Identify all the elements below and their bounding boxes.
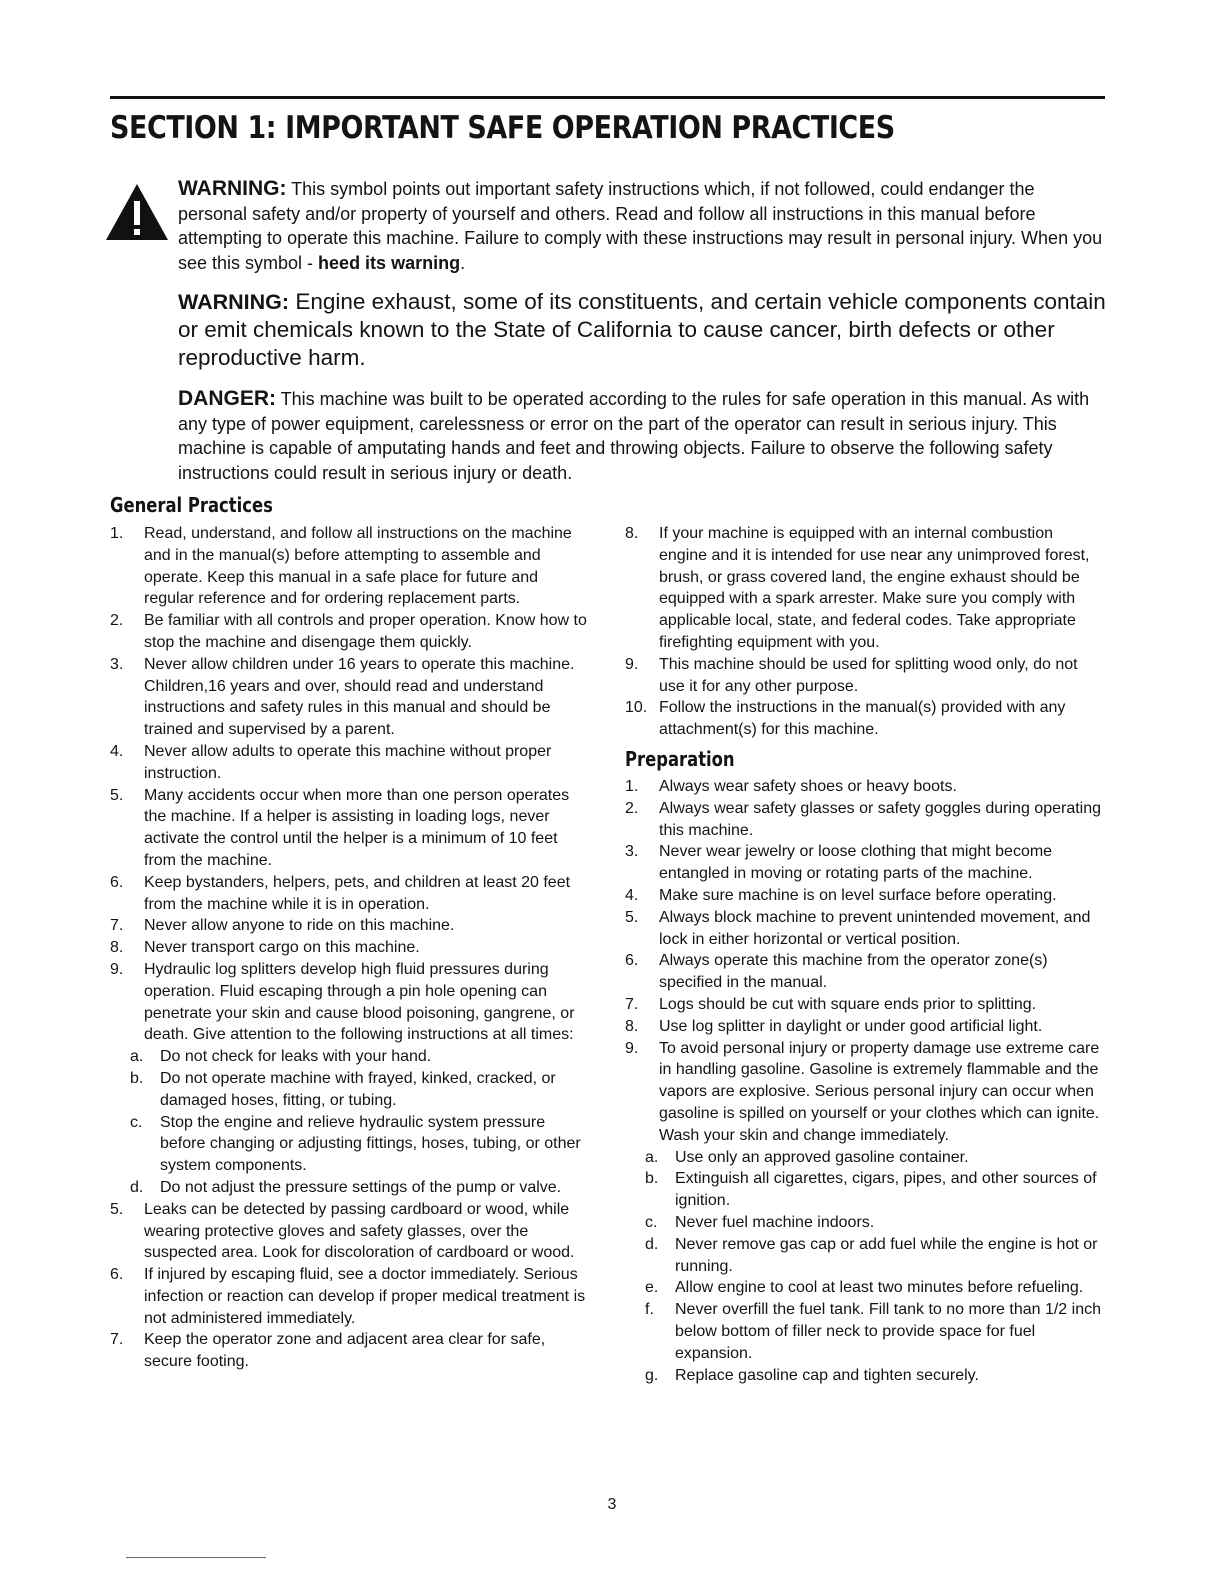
list-item: [110, 872, 590, 916]
item-text: Never wear jewelry or loose clothing that might become entangled in moving or rotating parts of the machine.: [659, 843, 1053, 883]
item-number: 5.: [110, 786, 124, 804]
warning-triangle-icon: [104, 182, 170, 242]
item-text: Never transport cargo on this machine.: [144, 939, 420, 957]
item-number: a.: [130, 1048, 144, 1066]
item-number: d.: [645, 1235, 659, 1253]
list-item: [110, 959, 590, 1046]
item-number: b.: [130, 1069, 144, 1087]
item-text: Always block machine to prevent unintended movement, and lock in either horizontal or vertical position.: [659, 908, 1091, 948]
item-text: Never fuel machine indoors.: [675, 1213, 875, 1231]
item-text: Always wear safety shoes or heavy boots.: [659, 778, 957, 795]
danger-text: This machine was built to be operated according to the rules for safe operation in this manual. As with any type of power equipment, carelessness or error on the part of the operator can result in serious injury. This machine is capable of amputating hands and feet and throwing objects. Failure to observe the following safety instructions could result in serious injury or death.: [178, 389, 1090, 483]
item-number: 3.: [110, 655, 124, 673]
item-number: 8.: [625, 1017, 639, 1035]
list-item: [110, 741, 590, 785]
sub-list-item: [130, 1068, 590, 1112]
item-text: Never allow adults to operate this machine without proper instruction.: [144, 742, 552, 782]
item-text: Replace gasoline cap and tighten securely.: [675, 1366, 979, 1384]
item-text: Be familiar with all controls and proper operation. Know how to stop the machine and disengage them quickly.: [144, 612, 587, 651]
item-text: This machine should be used for splitting wood only, do not use it for any other purpose.: [659, 655, 1078, 695]
list-item: [625, 907, 1105, 951]
list-item: [625, 885, 1105, 907]
list-item: [110, 1199, 590, 1264]
top-rule: [110, 96, 1105, 99]
item-number: g.: [645, 1366, 659, 1384]
item-number: 1.: [625, 778, 639, 795]
warning-safety-symbol: [178, 177, 1106, 275]
item-text: Hydraulic log splitters develop high fluid pressures during operation. Fluid escaping through a pin hole opening can penetrate your skin and cause blood poisoning, gangrene, or death. Give attention to the following instructions at all times:: [144, 960, 575, 1044]
sub-list-item: [645, 1234, 1105, 1278]
warning-label: WARNING:: [178, 177, 287, 200]
item-text: Leaks can be detected by passing cardboard or wood, while wearing protective gloves and safety glasses, over the suspected area. Look for discoloration of cardboard or wood.: [144, 1200, 575, 1262]
sub-list-item: [645, 1277, 1105, 1299]
item-text: Never allow anyone to ride on this machine.: [144, 917, 455, 935]
item-number: a.: [645, 1148, 659, 1166]
sub-list-item: [645, 1147, 1105, 1169]
item-text: Do not adjust the pressure settings of the pump or valve.: [160, 1178, 562, 1196]
item-text: Keep the operator zone and adjacent area clear for safe, secure footing.: [144, 1331, 546, 1371]
item-text: Always operate this machine from the operator zone(s) specified in the manual.: [659, 952, 1048, 992]
item-number: 7.: [110, 1331, 124, 1349]
general-practices-heading: General Practices: [110, 493, 273, 517]
item-number: 4.: [110, 742, 124, 760]
sub-list-item: [130, 1046, 590, 1068]
list-item: [625, 841, 1105, 885]
sub-list-item: [130, 1112, 590, 1177]
item-number: 8.: [110, 939, 124, 957]
list-item: [625, 523, 1105, 654]
list-item: [110, 610, 590, 654]
item-text: Never overfill the fuel tank. Fill tank to no more than 1/2 inch below bottom of filler neck to provide space for fuel expansion.: [675, 1301, 1101, 1362]
list-item: [110, 937, 590, 959]
sub-list-item: [130, 1177, 590, 1199]
item-text: Do not operate machine with frayed, kinked, cracked, or damaged hoses, fitting, or tubing.: [160, 1069, 556, 1109]
list-item: [110, 1264, 590, 1329]
list-item: [110, 1329, 590, 1373]
warning-tail: .: [460, 252, 466, 273]
warning-text: Engine exhaust, some of its constituents, and certain vehicle components contain or emit chemicals known to the State of California to cause cancer, birth defects or other reproductive harm.: [178, 289, 1106, 370]
item-number: 10.: [625, 699, 648, 717]
item-number: 6.: [110, 1266, 124, 1284]
item-number: e.: [645, 1279, 659, 1297]
item-number: 3.: [625, 843, 639, 861]
item-number: 9.: [625, 1039, 639, 1057]
item-text: Follow the instructions in the manual(s) provided with any attachment(s) for this machine.: [659, 699, 1066, 739]
item-text: Logs should be cut with square ends prior to splitting.: [659, 995, 1037, 1013]
list-item: [625, 994, 1105, 1016]
item-text: Extinguish all cigarettes, cigars, pipes, and other sources of ignition.: [675, 1170, 1097, 1210]
item-number: d.: [130, 1178, 144, 1196]
page-number: 3: [607, 1496, 617, 1513]
list-item: [625, 1038, 1105, 1147]
list-item: [625, 1016, 1105, 1038]
list-item: [110, 654, 590, 741]
list-item: [625, 798, 1105, 842]
item-number: 7.: [110, 917, 124, 935]
item-text: Always wear safety glasses or safety goggles during operating this machine.: [659, 799, 1102, 839]
item-text: Use log splitter in daylight or under good artificial light.: [659, 1017, 1043, 1035]
item-number: b.: [645, 1170, 659, 1188]
item-text: Read, understand, and follow all instructions on the machine and in the manual(s) before attempting to assemble and operate. Keep this manual in a safe place for future and regular reference and for ordering replacement parts.: [144, 525, 572, 608]
item-text: Many accidents occur when more than one person operates the machine. If a helper is assisting in loading logs, never activate the control until the helper is a minimum of 10 feet from the machine.: [144, 786, 570, 869]
warning-text: This symbol points out important safety instructions which, if not followed, could endanger the personal safety and/or property of yourself and others. Read and follow all instructions in this manual before attempting to operate this machine. Failure to comply with these instructions may result in personal injury. When you see this symbol -: [178, 179, 1103, 273]
sub-list-item: [645, 1212, 1105, 1234]
item-text: Never remove gas cap or add fuel while the engine is hot or running.: [675, 1235, 1098, 1275]
item-number: 2.: [110, 612, 124, 630]
item-text: Stop the engine and relieve hydraulic system pressure before changing or adjusting fittings, hoses, tubing, or other system components.: [160, 1113, 581, 1175]
item-number: c.: [645, 1213, 658, 1231]
item-number: 9.: [625, 655, 639, 673]
item-text: Keep bystanders, helpers, pets, and children at least 20 feet from the machine while it is in operation.: [144, 873, 571, 913]
item-number: 7.: [625, 995, 639, 1013]
sub-list-item: [645, 1299, 1105, 1364]
item-number: 6.: [625, 952, 639, 970]
sub-list-item: [645, 1168, 1105, 1212]
list-item: [625, 654, 1105, 698]
warning-emphasis: heed its warning: [318, 252, 461, 273]
list-item: [625, 697, 1105, 741]
list-item: [625, 776, 1105, 798]
section-title: SECTION 1: IMPORTANT SAFE OPERATION PRACTICES: [110, 110, 895, 146]
item-text: To avoid personal injury or property damage use extreme care in handling gasoline. Gasoline is extremely flammable and the vapors are explosive. Serious personal injury can occur when gasoline is spilled on yourself or your clothes which can ignite. Wash your skin and change immediately.: [659, 1039, 1100, 1144]
footer-link-line: [126, 1557, 266, 1558]
preparation-list: [625, 776, 1105, 1386]
item-number: 1.: [110, 525, 124, 542]
danger-notice: [178, 387, 1106, 485]
item-text: Use only an approved gasoline container.: [675, 1148, 969, 1166]
danger-label: DANGER:: [178, 387, 276, 410]
item-number: c.: [130, 1113, 143, 1131]
item-number: 6.: [110, 873, 124, 891]
list-item: [110, 785, 590, 872]
list-item: [110, 915, 590, 937]
item-text: If your machine is equipped with an internal combustion engine and it is intended for use near any unimproved forest, brush, or grass covered land, the engine exhaust should be equipped with a spark arrester. Make sure you comply with applicable local, state, and federal codes. Take appropriate firefighting equipment with you.: [659, 525, 1090, 651]
list-item: [110, 523, 590, 610]
item-number: f.: [645, 1301, 654, 1319]
item-number: 9.: [110, 960, 124, 978]
preparation-heading: Preparation: [625, 747, 735, 771]
general-practices-list: [110, 523, 590, 1373]
warning-california: [178, 288, 1106, 372]
item-text: If injured by escaping fluid, see a doctor immediately. Serious infection or reaction can develop if proper medical treatment is not administered immediately.: [144, 1266, 586, 1327]
sub-list-item: [645, 1365, 1105, 1387]
item-number: 5.: [110, 1200, 124, 1218]
item-text: Allow engine to cool at least two minutes before refueling.: [675, 1279, 1084, 1297]
item-number: 5.: [625, 908, 639, 926]
general-practices-list-continued: [625, 523, 1105, 741]
item-text: Never allow children under 16 years to operate this machine. Children,16 years and over, should read and understand instructions and safety rules in this manual and should be trained and supervised by a parent.: [144, 655, 575, 739]
item-number: 4.: [625, 886, 639, 904]
item-text: Do not check for leaks with your hand.: [160, 1048, 432, 1066]
warning-label: WARNING:: [178, 290, 290, 314]
list-item: [625, 950, 1105, 994]
item-number: 8.: [625, 525, 639, 542]
item-number: 2.: [625, 799, 639, 817]
item-text: Make sure machine is on level surface before operating.: [659, 886, 1057, 904]
